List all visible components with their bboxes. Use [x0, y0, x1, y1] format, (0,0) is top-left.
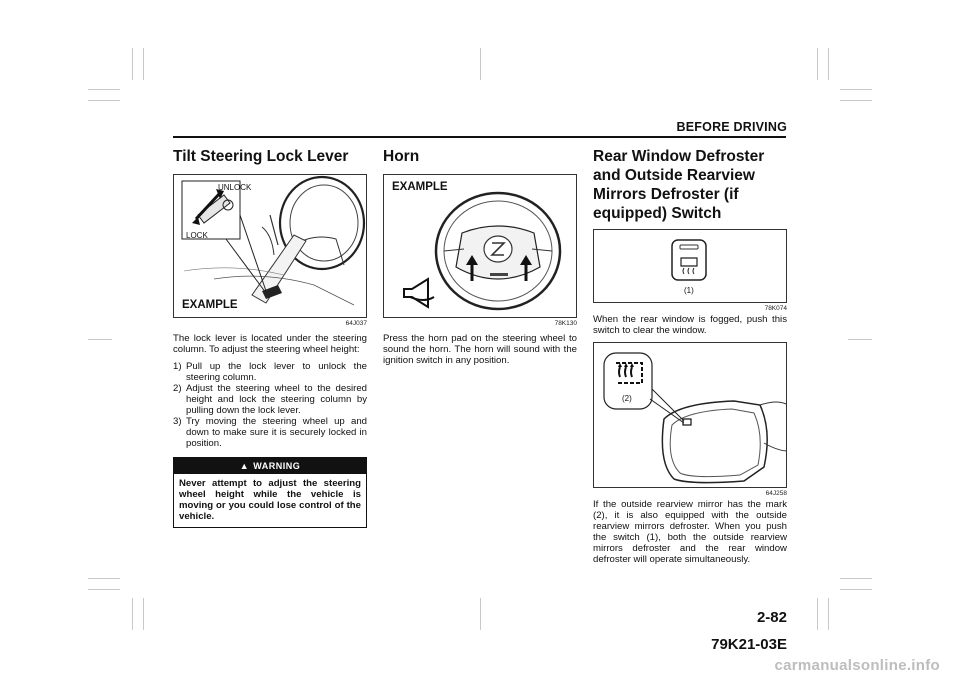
- steering-wheel-horn-illustration: [384, 175, 577, 317]
- switch-callout: (1): [684, 286, 694, 295]
- crop-mark: [817, 48, 818, 80]
- step-number: 1): [173, 361, 182, 372]
- crop-mark: [88, 339, 112, 340]
- horn-text: Press the horn pad on the steering wheel to sound the horn. The horn will sound with the ignition switch in any position.: [383, 333, 577, 366]
- mirror-figure: [593, 342, 787, 488]
- unlock-label: UNLOCK: [218, 183, 252, 192]
- crop-mark: [132, 48, 133, 80]
- figure-code: 64J258: [765, 490, 787, 497]
- warning-box: [173, 457, 367, 528]
- lock-label: LOCK: [186, 231, 208, 240]
- crop-mark: [840, 578, 872, 579]
- horn-heading: Horn: [383, 148, 420, 165]
- crop-mark: [143, 48, 144, 80]
- tilt-lever-heading: Tilt Steering Lock Lever: [173, 148, 349, 165]
- defroster-text-1: When the rear window is fogged, push this switch to clear the window.: [593, 314, 787, 336]
- list-item: [173, 383, 367, 416]
- section-title: BEFORE DRIVING: [676, 120, 787, 134]
- steering-column-illustration: [174, 175, 367, 317]
- defroster-column: [593, 147, 787, 565]
- crop-mark: [828, 598, 829, 630]
- warning-header: [174, 458, 366, 474]
- warning-title: WARNING: [253, 461, 301, 471]
- step-text: Pull up the lock lever to unlock the steering column.: [186, 361, 367, 383]
- tilt-lever-figure: [173, 174, 367, 318]
- list-item: [173, 416, 367, 449]
- crop-mark: [817, 598, 818, 630]
- crop-mark: [840, 89, 872, 90]
- step-text: Try moving the steering wheel up and down to make sure it is securely locked in position.: [186, 416, 367, 449]
- footer-watermark: carmanualsonline.info: [774, 657, 940, 674]
- horn-figure: [383, 174, 577, 318]
- defroster-text-2: If the outside rearview mirror has the mark (2), it is also equipped with the outside rearview mirrors defroster. When you push the switch (1), both the outside rearview mirrors defroster and the rear window defroster will operate simultaneously.: [593, 499, 787, 565]
- step-number: 2): [173, 383, 182, 394]
- list-item: [173, 361, 367, 383]
- figure-code: 78K074: [764, 305, 787, 312]
- crop-mark: [840, 100, 872, 101]
- header-rule: [173, 136, 786, 138]
- crop-mark: [88, 100, 120, 101]
- tilt-lever-column: [173, 147, 367, 528]
- step-text: Adjust the steering wheel to the desired height and lock the steering column by pulling down the lock lever.: [186, 383, 367, 416]
- figure-code: 64J037: [345, 320, 367, 327]
- crop-mark: [848, 339, 872, 340]
- crop-mark: [828, 48, 829, 80]
- crop-mark: [480, 598, 481, 630]
- crop-mark: [88, 578, 120, 579]
- defroster-switch-figure: [593, 229, 787, 303]
- crop-mark: [132, 598, 133, 630]
- tilt-lever-intro: The lock lever is located under the steering column. To adjust the steering wheel height:: [173, 333, 367, 355]
- step-number: 3): [173, 416, 182, 427]
- crop-mark: [840, 589, 872, 590]
- example-label: EXAMPLE: [182, 299, 238, 311]
- mirror-mark-callout: (2): [622, 394, 632, 403]
- tilt-lever-steps: [173, 361, 367, 449]
- crop-mark: [88, 89, 120, 90]
- page-number: 2-82: [756, 609, 787, 626]
- document-code: 79K21-03E: [711, 636, 787, 653]
- crop-mark: [480, 48, 481, 80]
- crop-mark: [88, 589, 120, 590]
- defroster-heading: Rear Window Defroster and Outside Rearview Mirrors Defroster (if equipped) Switch: [593, 148, 765, 222]
- warning-icon: ▲: [239, 461, 250, 471]
- warning-text: Never attempt to adjust the steering wheel height while the vehicle is moving or you could lose control of the vehicle.: [179, 478, 361, 522]
- crop-mark: [143, 598, 144, 630]
- rearview-mirror-illustration: [594, 343, 787, 487]
- figure-code: 78K130: [554, 320, 577, 327]
- example-label: EXAMPLE: [392, 181, 448, 193]
- horn-column: [383, 147, 577, 366]
